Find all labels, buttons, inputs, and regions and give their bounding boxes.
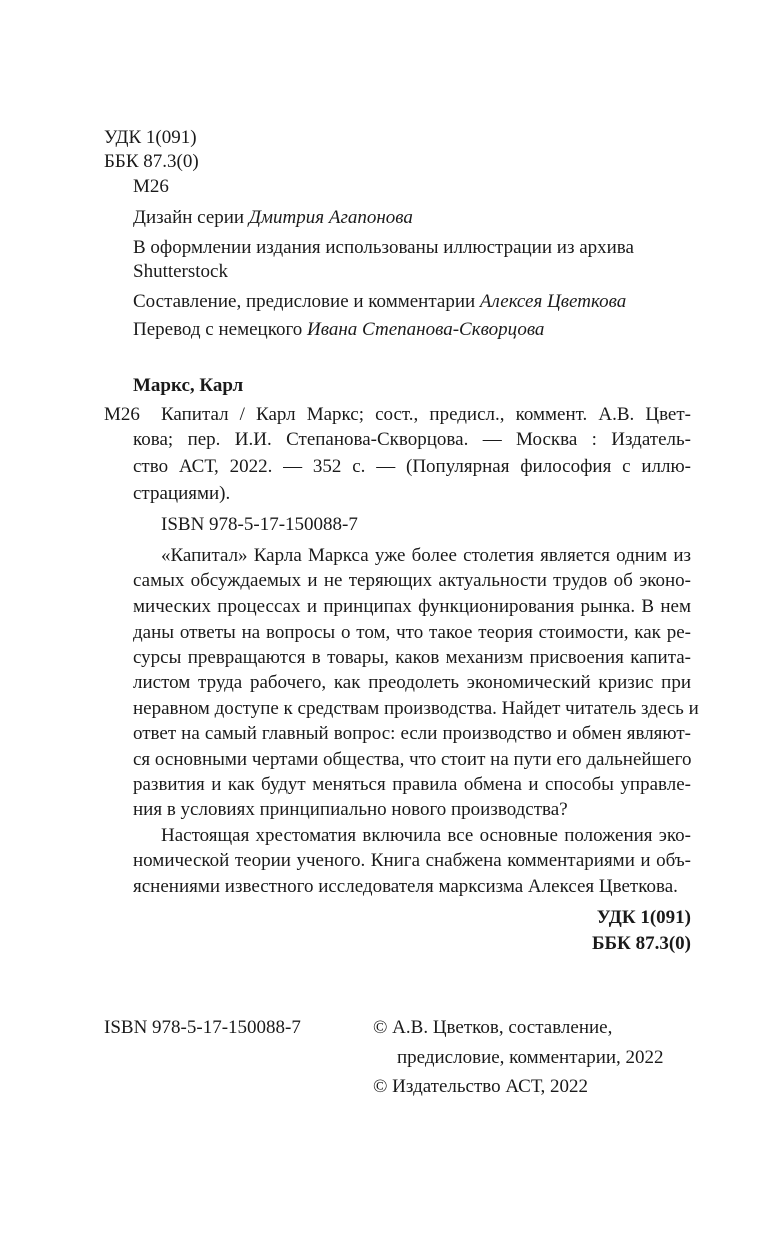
abstract-line: мических процессах и принципах функционирования рынка. В нем [133,596,691,617]
udk-code: УДК 1(091) [104,127,197,148]
design-name: Дмитрия Агапонова [248,207,413,228]
abstract-line: «Капитал» Карла Маркса уже более столетия является одним из [161,545,691,566]
illustrations-credit-line2: Shutterstock [133,261,228,282]
translation-name: Ивана Степанова-Скворцова [307,319,545,340]
bbk-code: ББК 87.3(0) [104,151,199,172]
copyright-publisher: © Издательство АСТ, 2022 [373,1076,589,1097]
abstract-line: ния в условиях принципиально нового производства? [133,799,568,820]
classification-udk: УДК 1(091) [596,907,691,928]
translation-label: Перевод с немецкого [133,319,308,340]
abstract-line: Настоящая хрестоматия включила все основные положения эко- [161,825,691,846]
record-line: страциями). [133,483,231,504]
abstract-line: неравном доступе к средствам производства. Найдет читатель здесь и [133,698,699,719]
abstract-line: самых обсуждаемых и не теряющих актуальности трудов об эконо- [133,570,691,591]
footer-isbn: ISBN 978-5-17-150088-7 [104,1017,301,1038]
abstract-line: развития и как будут меняться правила обмена и способы управле- [133,774,691,795]
abstract-line: ответ на самый главный вопрос: если производство и обмен являют- [133,723,691,744]
design-label: Дизайн серии [133,207,249,228]
design-credit [133,206,413,230]
copyright-compiler-line1: © А.В. Цветков, составление, [373,1017,613,1038]
compiled-label: Составление, предисловие и комментарии [133,291,480,312]
record-line: ство АСТ, 2022. — 352 с. — (Популярная философия с иллю- [133,456,691,477]
abstract-line: даны ответы на вопросы о том, что такое теория стоимости, как ре- [133,622,691,643]
copyright-compiler-line2: предисловие, комментарии, 2022 [397,1047,664,1068]
translation-credit [133,318,544,342]
compilation-credit [133,290,626,314]
compiled-name: Алексея Цветкова [479,291,627,312]
record-line: Капитал / Карл Маркс; сост., предисл., коммент. А.В. Цвет- [161,404,691,425]
record-mark: М26 [104,404,140,425]
abstract-line: листом труда рабочего, как преодолеть экономический кризис при [133,672,691,693]
abstract-line: номической теории ученого. Книга снабжена комментариями и объ- [133,850,691,871]
record-author: Маркс, Карл [133,375,244,396]
illustrations-credit-line1: В оформлении издания использованы иллюстрации из архива [133,237,634,258]
abstract-line: ся основными чертами общества, что стоит на пути его дальнейшего [133,749,692,770]
record-isbn: ISBN 978-5-17-150088-7 [161,514,358,535]
classification-bbk: ББК 87.3(0) [591,933,691,954]
author-mark: М26 [133,176,169,197]
abstract-line: сурсы превращаются в товары, каков механизм присвоения капита- [133,647,691,668]
record-line: кова; пер. И.И. Степанова-Скворцова. — Москва : Издатель- [133,429,691,450]
abstract-line: яснениями известного исследователя марксизма Алексея Цветкова. [133,876,678,897]
